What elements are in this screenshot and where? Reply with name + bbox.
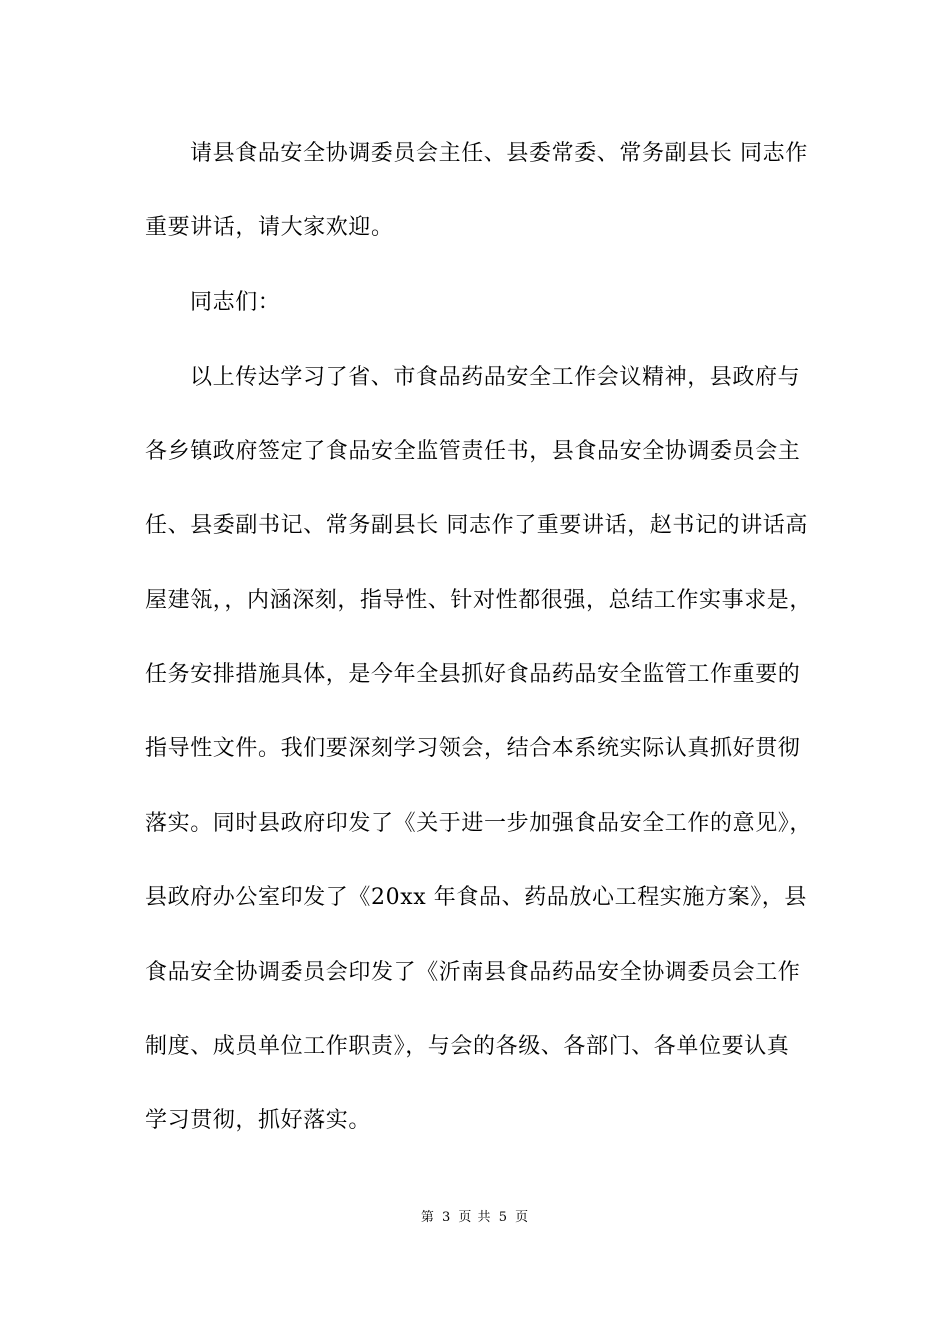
footer-suffix: 页 — [515, 1210, 530, 1225]
paragraph-line-2: 重要讲话，请大家欢迎。 — [145, 215, 394, 240]
paragraph-line-10: 落实。同时县政府印发了《关于进一步加强食品安全工作的意见》， — [145, 811, 813, 836]
paragraph-line-1: 请县食品安全协调委员会主任、县委常委、常务副县长 同志作 — [190, 141, 808, 166]
paragraph-line-4: 以上传达学习了省、市食品药品安全工作会议精神，县政府与 — [190, 365, 801, 390]
paragraph-line-8: 任务安排措施具体，是今年全县抓好食品药品安全监管工作重要的 — [145, 662, 801, 687]
paragraph-line-7: 屋建瓴，，内涵深刻，指导性、针对性都很强，总结工作实事求是， — [145, 588, 813, 613]
greeting-line: 同志们： — [190, 290, 281, 315]
footer-current-page: 3 — [442, 1210, 452, 1225]
paragraph-line-14: 学习贯彻，抓好落实。 — [145, 1108, 372, 1133]
paragraph-line-5: 各乡镇政府签定了食品安全监管责任书，县食品安全协调委员会主 — [145, 439, 801, 464]
footer-prefix: 第 — [420, 1210, 435, 1225]
paragraph-line-9: 指导性文件。我们要深刻学习领会，结合本系统实际认真抓好贯彻 — [145, 736, 801, 761]
paragraph-line-6: 任、县委副书记、常务副县长 同志作了重要讲话，赵书记的讲话高 — [145, 513, 808, 538]
paragraph-line-13: 制度、成员单位工作职责》，与会的各级、各部门、各单位要认真 — [145, 1034, 790, 1059]
page-footer — [0, 1209, 950, 1227]
footer-middle: 页 共 — [458, 1210, 492, 1225]
paragraph-line-11: 县政府办公室印发了《20xx 年食品、药品放心工程实施方案》，县 — [145, 885, 808, 910]
footer-total-pages: 5 — [498, 1210, 508, 1225]
paragraph-line-12: 食品安全协调委员会印发了《沂南县食品药品安全协调委员会工作 — [145, 960, 801, 985]
